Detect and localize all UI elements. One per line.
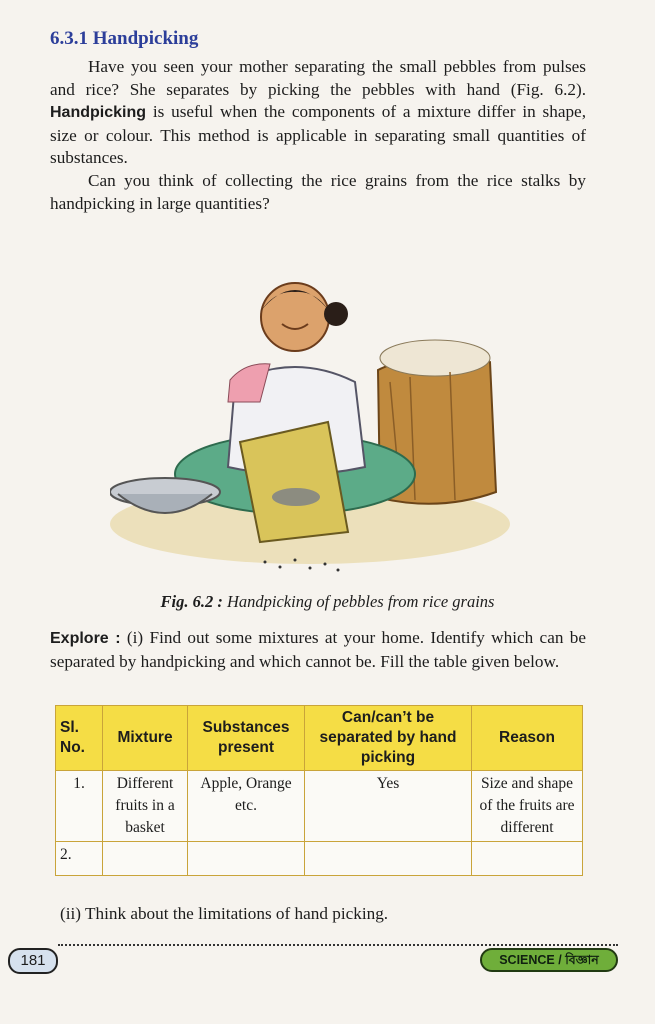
paragraph-intro: Have you seen your mother separating the small pebbles from pulses and rice? She separates by picking the pebbles with hand (Fig. 6.2). Handpicking is useful when the components of a mixture differ in shape, size or colour. This method is applicable in separating small quantities of substances.: [50, 57, 586, 167]
section-number: 6.3.1: [50, 28, 88, 49]
question-limitations: (ii) Think about the limitations of hand picking.: [60, 904, 389, 923]
explore-label: Explore :: [50, 630, 121, 647]
figure-caption: Fig. 6.2 : Handpicking of pebbles from rice grains: [160, 592, 495, 611]
header-separable: Can/can’t be separated by hand picking: [305, 706, 472, 771]
table-row: 2.: [56, 842, 583, 876]
header-mixture: Mixture: [103, 706, 188, 771]
winnowing-tray-icon: [240, 422, 348, 542]
header-substances: Substances present: [188, 706, 305, 771]
header-sl-no: Sl. No.: [56, 706, 103, 771]
table-row: 1. Different fruits in a basket Apple, Orange etc. Yes Size and shape of the fruits are different: [56, 771, 583, 842]
paragraph-question: Can you think of collecting the rice grains from the rice stalks by handpicking in large quantities?: [50, 171, 586, 213]
section-title: Handpicking: [92, 28, 199, 49]
footer-divider: [58, 944, 618, 946]
table-header-row: [56, 706, 583, 771]
handpicking-illustration: [110, 262, 530, 592]
header-reason: Reason: [472, 706, 583, 771]
keyword-handpicking: Handpicking: [50, 104, 147, 121]
subject-label: SCIENCE / বিজ্ঞান: [480, 948, 618, 972]
section-heading: [50, 28, 198, 50]
explore-activity: Explore : (i) Find out some mixtures at your home. Identify which can be separated by handpicking and which cannot be. Fill the table given below.: [50, 628, 587, 671]
page-number: 181: [8, 948, 58, 974]
mixture-table: [55, 705, 583, 876]
